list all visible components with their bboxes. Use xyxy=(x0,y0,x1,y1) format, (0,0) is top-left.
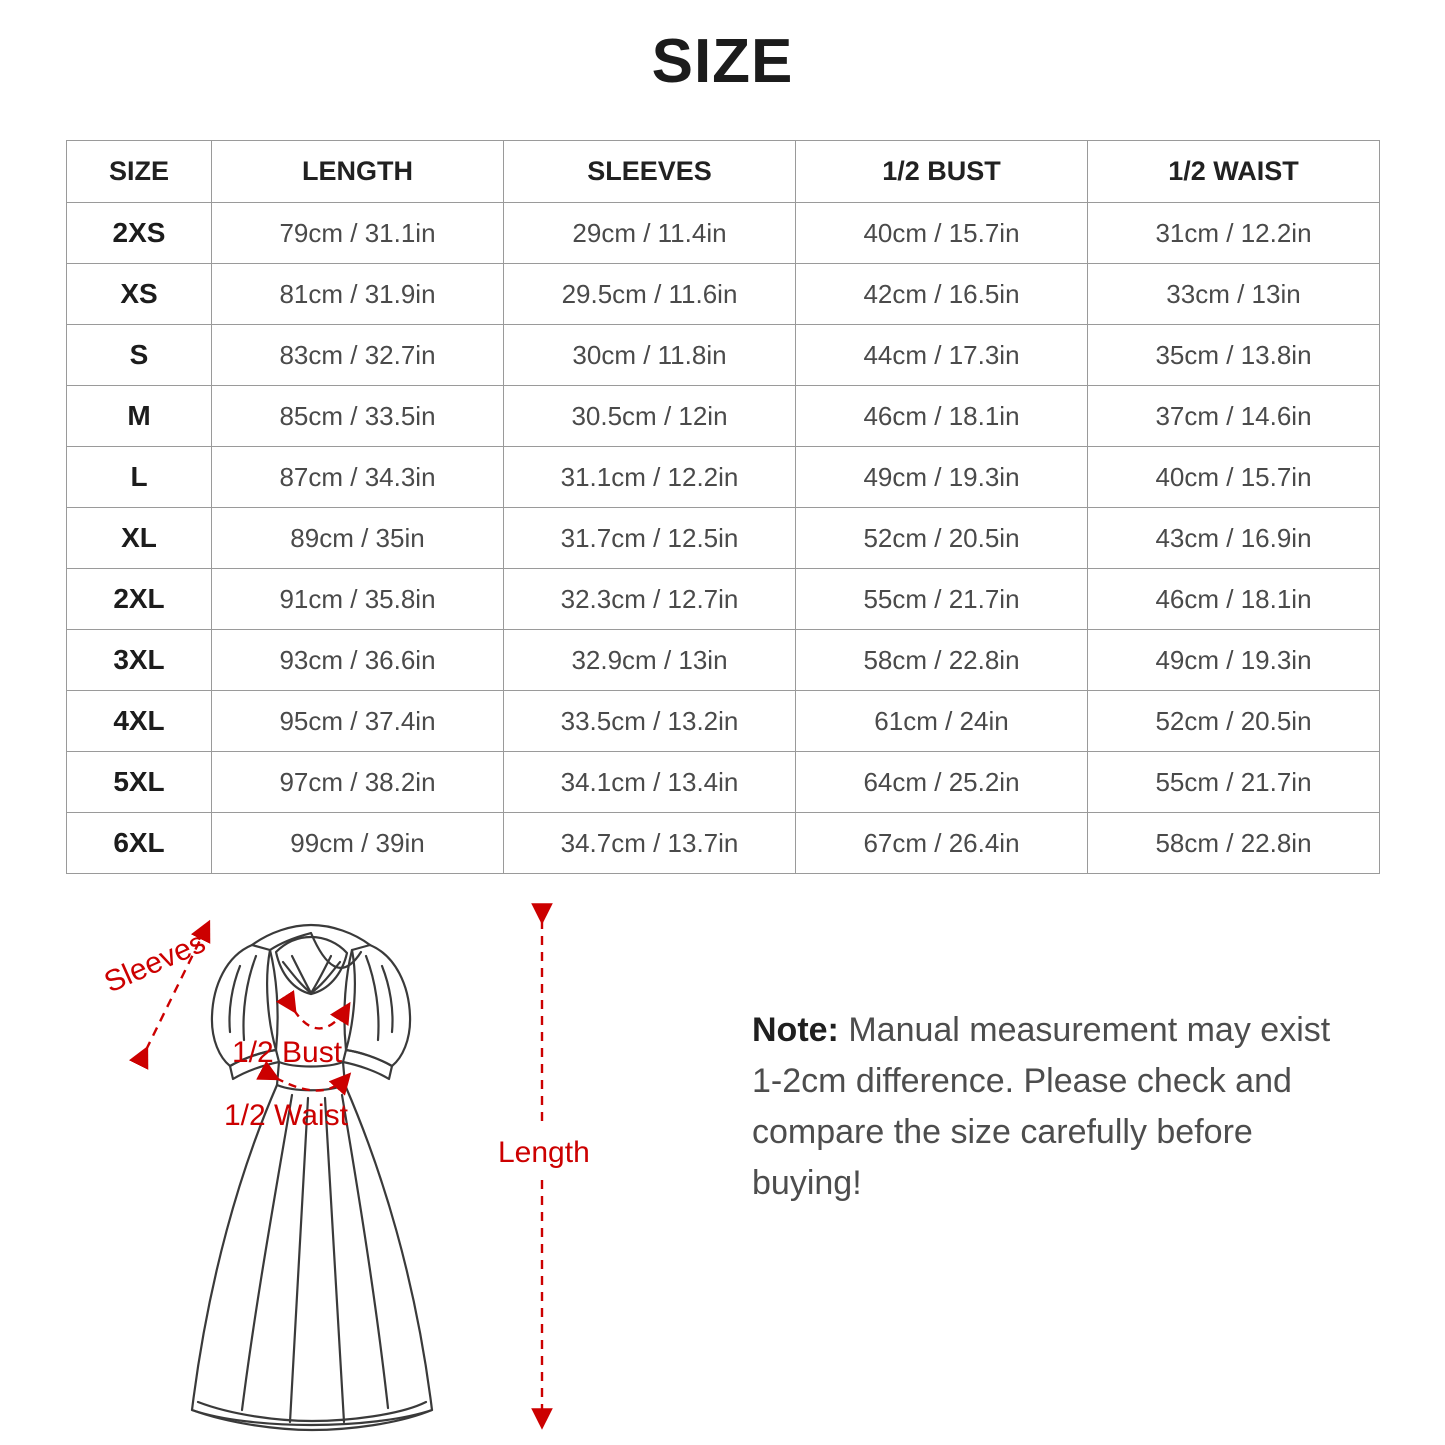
cell-waist: 40cm / 15.7in xyxy=(1088,447,1380,508)
cell-length: 97cm / 38.2in xyxy=(212,752,504,813)
table-row xyxy=(67,813,1380,874)
garment-illustration xyxy=(80,890,720,1435)
cell-bust: 42cm / 16.5in xyxy=(796,264,1088,325)
cell-length: 95cm / 37.4in xyxy=(212,691,504,752)
cell-sleeves: 29cm / 11.4in xyxy=(504,203,796,264)
cell-waist: 55cm / 21.7in xyxy=(1088,752,1380,813)
cell-size: 3XL xyxy=(67,630,212,691)
table-row xyxy=(67,264,1380,325)
cell-waist: 52cm / 20.5in xyxy=(1088,691,1380,752)
label-sleeves: Sleeves xyxy=(99,925,211,1000)
label-half-waist: 1/2 Waist xyxy=(224,1099,348,1132)
cell-sleeves: 31.7cm / 12.5in xyxy=(504,508,796,569)
note-block xyxy=(752,1005,1332,1209)
cell-size: XS xyxy=(67,264,212,325)
cell-size: M xyxy=(67,386,212,447)
cell-waist: 49cm / 19.3in xyxy=(1088,630,1380,691)
column-header-waist: 1/2 WAIST xyxy=(1088,141,1380,203)
cell-sleeves: 31.1cm / 12.2in xyxy=(504,447,796,508)
cell-sleeves: 32.3cm / 12.7in xyxy=(504,569,796,630)
table-row xyxy=(67,752,1380,813)
cell-bust: 61cm / 24in xyxy=(796,691,1088,752)
cell-size: 2XL xyxy=(67,569,212,630)
cell-sleeves: 30.5cm / 12in xyxy=(504,386,796,447)
cell-bust: 49cm / 19.3in xyxy=(796,447,1088,508)
table-header-row xyxy=(67,141,1380,203)
cell-size: 5XL xyxy=(67,752,212,813)
cell-sleeves: 33.5cm / 13.2in xyxy=(504,691,796,752)
column-header-bust: 1/2 BUST xyxy=(796,141,1088,203)
dress-drawing xyxy=(192,925,432,1430)
cell-waist: 33cm / 13in xyxy=(1088,264,1380,325)
cell-bust: 40cm / 15.7in xyxy=(796,203,1088,264)
table-row xyxy=(67,203,1380,264)
cell-bust: 52cm / 20.5in xyxy=(796,508,1088,569)
cell-size: XL xyxy=(67,508,212,569)
cell-sleeves: 29.5cm / 11.6in xyxy=(504,264,796,325)
note-label: Note: xyxy=(752,1011,839,1049)
label-half-bust: 1/2 Bust xyxy=(232,1036,343,1069)
page-title: SIZE xyxy=(651,27,794,96)
half-bust-measure-arrow xyxy=(294,1006,348,1028)
table-row xyxy=(67,569,1380,630)
table-row xyxy=(67,508,1380,569)
size-table xyxy=(66,140,1380,874)
cell-bust: 46cm / 18.1in xyxy=(796,386,1088,447)
cell-bust: 55cm / 21.7in xyxy=(796,569,1088,630)
cell-bust: 67cm / 26.4in xyxy=(796,813,1088,874)
cell-bust: 58cm / 22.8in xyxy=(796,630,1088,691)
cell-waist: 35cm / 13.8in xyxy=(1088,325,1380,386)
cell-bust: 64cm / 25.2in xyxy=(796,752,1088,813)
column-header-length: LENGTH xyxy=(212,141,504,203)
table-row xyxy=(67,630,1380,691)
cell-sleeves: 34.7cm / 13.7in xyxy=(504,813,796,874)
cell-length: 87cm / 34.3in xyxy=(212,447,504,508)
cell-length: 89cm / 35in xyxy=(212,508,504,569)
cell-size: 2XS xyxy=(67,203,212,264)
cell-waist: 31cm / 12.2in xyxy=(1088,203,1380,264)
cell-sleeves: 34.1cm / 13.4in xyxy=(504,752,796,813)
column-header-sleeves: SLEEVES xyxy=(504,141,796,203)
table-row xyxy=(67,447,1380,508)
cell-length: 83cm / 32.7in xyxy=(212,325,504,386)
cell-size: 6XL xyxy=(67,813,212,874)
table-row xyxy=(67,691,1380,752)
cell-sleeves: 32.9cm / 13in xyxy=(504,630,796,691)
cell-length: 81cm / 31.9in xyxy=(212,264,504,325)
cell-length: 79cm / 31.1in xyxy=(212,203,504,264)
label-length: Length xyxy=(498,1136,590,1169)
cell-length: 93cm / 36.6in xyxy=(212,630,504,691)
cell-size: L xyxy=(67,447,212,508)
cell-sleeves: 30cm / 11.8in xyxy=(504,325,796,386)
table-row xyxy=(67,325,1380,386)
column-header-size: SIZE xyxy=(67,141,212,203)
cell-waist: 46cm / 18.1in xyxy=(1088,569,1380,630)
cell-length: 91cm / 35.8in xyxy=(212,569,504,630)
cell-waist: 58cm / 22.8in xyxy=(1088,813,1380,874)
cell-length: 85cm / 33.5in xyxy=(212,386,504,447)
note-text: Manual measurement may exist 1-2cm difference. Please check and compare the size carefully before buying! xyxy=(752,1011,1331,1202)
table-row xyxy=(67,386,1380,447)
cell-size: 4XL xyxy=(67,691,212,752)
cell-waist: 37cm / 14.6in xyxy=(1088,386,1380,447)
cell-bust: 44cm / 17.3in xyxy=(796,325,1088,386)
cell-size: S xyxy=(67,325,212,386)
cell-waist: 43cm / 16.9in xyxy=(1088,508,1380,569)
cell-length: 99cm / 39in xyxy=(212,813,504,874)
